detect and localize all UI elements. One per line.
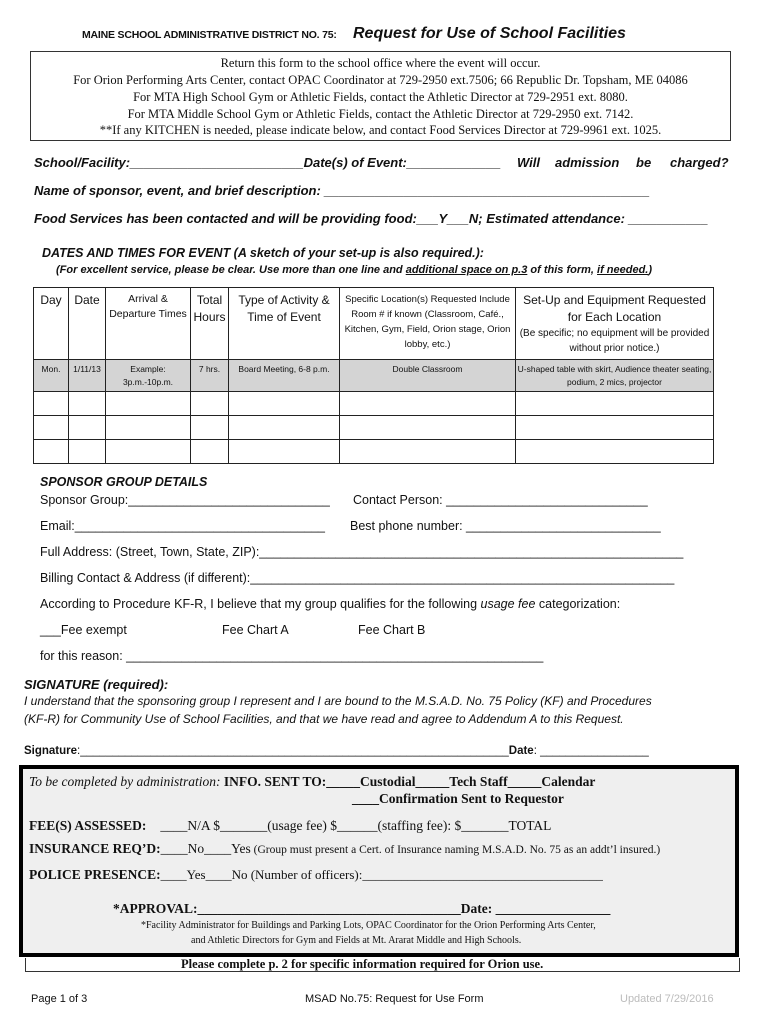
procedure-post: categorization: [535, 597, 621, 611]
table-cell[interactable] [516, 416, 714, 440]
table-cell[interactable] [106, 416, 191, 440]
table-cell[interactable] [229, 440, 340, 464]
approval-text[interactable]: *APPROVAL:_______________________________________Date: _________________ [113, 901, 611, 916]
admin-note-1: *Facility Administrator for Buildings and Parking Lots, OPAC Coordinator for the Orion Performing Arts Center, [141, 920, 596, 931]
admin-note-2: and Athletic Directors for Gym and Fields at Mt. Ararat Middle and High Schools. [191, 935, 522, 946]
col-arrival: Arrival & Departure Times [106, 288, 191, 360]
admin-box [19, 765, 739, 957]
insurance-label: INSURANCE REQ’D: [29, 841, 161, 856]
sponsor-group-field[interactable]: Sponsor Group:_____________________________ [40, 493, 330, 507]
fees-fields[interactable]: ____N/A $_______(usage fee) $______(staffing fee): $_______TOTAL [160, 818, 552, 833]
fee-chart-b-option[interactable]: Fee Chart B [358, 623, 426, 637]
fees-label: FEE(S) ASSESSED: [29, 818, 147, 833]
sponsor-description-field[interactable]: Name of sponsor, event, and brief description: _____________________________________________ [34, 183, 650, 198]
table-cell[interactable] [340, 440, 516, 464]
notice-line-5: **If any KITCHEN is needed, please indicate below, and contact Food Services Director at 729-9961 ext. 1025. [99, 123, 662, 137]
phone-field[interactable]: Best phone number: ____________________________ [350, 519, 661, 533]
dates-sub-pre: (For excellent service, please be clear. Use more than one line and [56, 264, 406, 276]
example-hours: 7 hrs. [191, 360, 229, 392]
police-fields[interactable]: ____Yes____No (Number of officers):_____________________________________ [160, 867, 603, 882]
table-cell[interactable] [340, 416, 516, 440]
dates-subheading [56, 264, 652, 276]
table-cell[interactable] [34, 416, 69, 440]
table-cell[interactable] [69, 392, 106, 416]
admission-word-4: charged? [670, 155, 729, 170]
table-cell[interactable] [106, 440, 191, 464]
footer-form-name: MSAD No.75: Request for Use Form [305, 993, 484, 1005]
table-cell[interactable] [69, 416, 106, 440]
table-row[interactable] [34, 392, 714, 416]
table-header-row [34, 288, 714, 360]
district-label: MAINE SCHOOL ADMINISTRATIVE DISTRICT NO. 75: [82, 29, 337, 41]
admission-word-2: admission [555, 155, 620, 170]
signature-heading: SIGNATURE (required): [24, 677, 169, 692]
table-row[interactable] [34, 416, 714, 440]
table-cell[interactable] [229, 416, 340, 440]
dates-sub-mid: of this form, [527, 264, 598, 276]
sponsor-group-heading: SPONSOR GROUP DETAILS [40, 475, 208, 489]
insurance-note: (Group must present a Cert. of Insurance naming M.S.A.D. No. 75 as an addt’l insured.) [250, 844, 661, 856]
table-cell[interactable] [229, 392, 340, 416]
example-setup: U-shaped table with skirt, Audience theater seating, podium, 2 mics, projector [516, 360, 714, 392]
insurance-options[interactable]: ____No____Yes [160, 841, 251, 856]
footer-page-number: Page 1 of 3 [31, 993, 88, 1005]
admin-info-sent[interactable]: INFO. SENT TO:_____Custodial_____Tech Staff_____Calendar [220, 774, 596, 789]
procedure-em: usage fee [480, 597, 536, 611]
email-field[interactable]: Email:____________________________________ [40, 519, 325, 533]
billing-field[interactable]: Billing Contact & Address (if different):_____________________________________________________________ [40, 571, 675, 585]
table-row-example [34, 360, 714, 392]
signature-date-line: : _________________ [533, 745, 649, 757]
col-setup [516, 288, 714, 360]
table-cell[interactable] [106, 392, 191, 416]
approval-field[interactable] [113, 901, 610, 917]
food-services-field[interactable]: Food Services has been contacted and will be providing food:___Y___N; Estimated attendance: ___________ [34, 211, 709, 226]
example-activity: Board Meeting, 6-8 p.m. [229, 360, 340, 392]
police-line [29, 867, 603, 883]
facility-date-field[interactable]: School/Facility:________________________Date(s) of Event:_____________ [34, 155, 501, 170]
table-cell[interactable] [34, 392, 69, 416]
admin-intro: To be completed by administration: [29, 774, 221, 789]
procedure-statement [40, 597, 620, 611]
example-date: 1/11/13 [69, 360, 106, 392]
signature-label: Signature [24, 745, 78, 757]
contact-person-field[interactable]: Contact Person: _____________________________ [353, 493, 648, 507]
table-cell[interactable] [340, 392, 516, 416]
police-label: POLICE PRESENCE: [29, 867, 161, 882]
table-row[interactable] [34, 440, 714, 464]
complete-p2-notice: Please complete p. 2 for specific information required for Orion use. [181, 957, 544, 971]
col-hours: Total Hours [191, 288, 229, 360]
dates-sub-ul: additional space on p.3 [405, 264, 528, 276]
col-setup-note: (Be specific; no equipment will be provided without prior notice.) [519, 328, 710, 354]
confirmation-field[interactable]: ____Confirmation Sent to Requestor [352, 791, 564, 806]
admin-info-line [29, 774, 595, 790]
table-cell[interactable] [191, 440, 229, 464]
procedure-pre: According to Procedure KF-R, I believe that my group qualifies for the following [40, 597, 481, 611]
notice-line-4: For MTA Middle School Gym or Athletic Fields, contact the Athletic Director at 729-2950 ext. 7142. [127, 107, 634, 121]
col-day: Day [34, 288, 69, 360]
signature-statement-2: (KF-R) for Community Use of School Facilities, and that we have read and agree to Addendum A to this Request. [24, 712, 624, 726]
dates-sub-ul2: if needed. [597, 264, 649, 276]
signature-date-label: Date [508, 745, 534, 757]
fees-line [29, 818, 551, 834]
reason-field[interactable]: for this reason: ____________________________________________________________ [40, 649, 544, 663]
notice-line-2: For Orion Performing Arts Center, contact OPAC Coordinator at 729-2950 ext.7506; 66 Republic Dr. Topsham, ME 04086 [73, 73, 688, 87]
dates-heading: DATES AND TIMES FOR EVENT (A sketch of your set-up is also required.): [42, 246, 484, 260]
fee-chart-a-option[interactable]: Fee Chart A [222, 623, 289, 637]
col-date: Date [69, 288, 106, 360]
event-table [33, 287, 714, 464]
admission-word-1: Will [517, 155, 540, 170]
table-cell[interactable] [516, 392, 714, 416]
complete-p2-box [25, 958, 740, 972]
table-cell[interactable] [191, 392, 229, 416]
admission-word-3: be [636, 155, 652, 170]
col-setup-title: Set-Up and Equipment Requested for Each Location [523, 293, 706, 324]
example-times: Example: 3p.m.-10p.m. [106, 360, 191, 392]
signature-statement-1: I understand that the sponsoring group I represent and I are bound to the M.S.A.D. No. 75 Policy (KF) and Procedures [24, 694, 652, 708]
example-day: Mon. [34, 360, 69, 392]
signature-line: :___________________________________________________________________ [77, 745, 509, 757]
table-cell[interactable] [34, 440, 69, 464]
full-address-field[interactable]: Full Address: (Street, Town, State, ZIP):_____________________________________________________________ [40, 545, 684, 559]
table-cell[interactable] [516, 440, 714, 464]
signature-field[interactable] [24, 745, 649, 757]
example-location: Double Classroom [340, 360, 516, 392]
notice-line-3: For MTA High School Gym or Athletic Fields, contact the Athletic Director at 729-2951 ext. 8080. [133, 90, 628, 104]
footer-updated: Updated 7/29/2016 [620, 993, 714, 1005]
form-title: Request for Use of School Facilities [353, 25, 626, 42]
col-location: Specific Location(s) Requested Include Room # if known (Classroom, Café., Kitchen, Gym, Field, Orion stage, Orion lobby, etc.) [340, 288, 516, 360]
insurance-line [29, 841, 660, 857]
table-cell[interactable] [69, 440, 106, 464]
col-activity: Type of Activity & Time of Event [229, 288, 340, 360]
table-cell[interactable] [191, 416, 229, 440]
fee-exempt-option[interactable]: ___Fee exempt [40, 623, 127, 637]
notice-box [30, 51, 731, 141]
dates-sub-end: ) [648, 264, 653, 276]
notice-line-1: Return this form to the school office where the event will occur. [220, 56, 541, 70]
